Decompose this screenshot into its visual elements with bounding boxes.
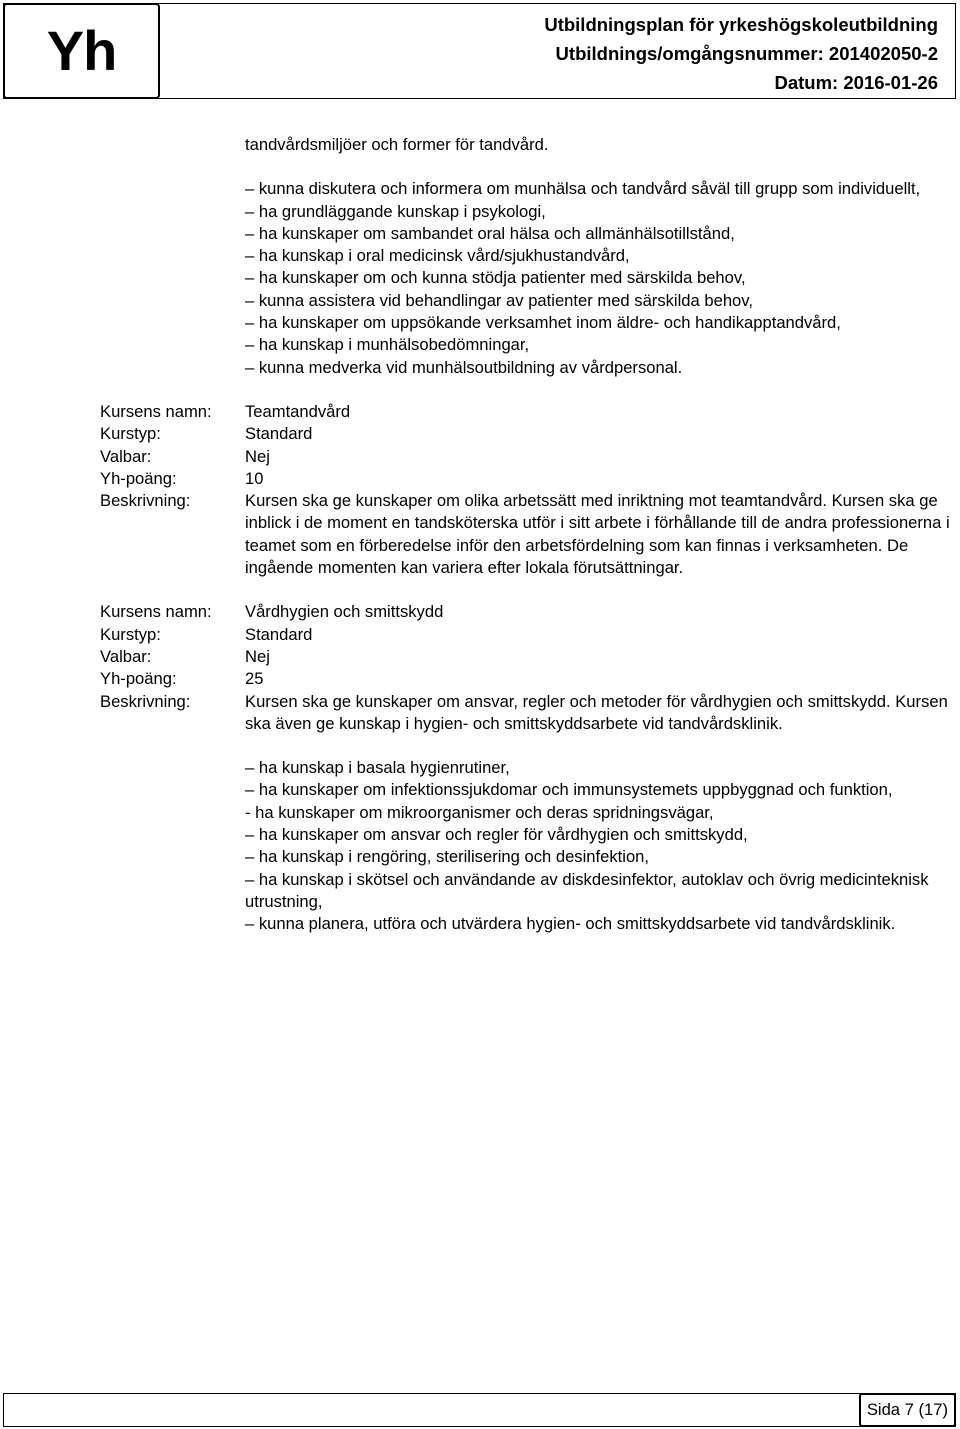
- course-type-row: [0, 423, 960, 445]
- course-description: Kursen ska ge kunskaper om ansvar, regler och metoder för vårdhygien och smittskydd. Kursen ska även ge kunskap i hygien- och smittskyddsarbete vid tandvårdsklinik.: [245, 691, 948, 733]
- list-item: – ha kunskaper om ansvar och regler för vårdhygien och smittskydd,: [245, 825, 748, 845]
- course-description: Kursen ska ge kunskaper om olika arbetssätt med inriktning mot teamtandvård. Kursen ska ge inblick i de moment en tandsköterska utför i sitt arbete i förhållande till de andra professionerna i teamet som en förberedelse inför den arbetsfördelning som kan finnas i verksamheten. De ingående momenten kan variera efter lokala förutsättningar.: [245, 491, 950, 578]
- course-type: Standard: [245, 424, 313, 444]
- document-date: Datum: 2016-01-26: [774, 72, 938, 93]
- course-name-label: Kursens namn:: [100, 602, 212, 622]
- list-item: - ha kunskaper om mikroorganismer och deras spridningsvägar,: [245, 802, 714, 822]
- course-type-label: Kurstyp:: [100, 424, 161, 444]
- course-points-label: Yh-poäng:: [100, 468, 177, 488]
- course-description-row: [0, 691, 960, 736]
- list-item: – kunna planera, utföra och utvärdera hygien- och smittskyddsarbete vid tandvårdsklinik.: [245, 914, 896, 934]
- course-points-label: Yh-poäng:: [100, 669, 177, 689]
- list-item: – ha kunskaper om sambandet oral hälsa och allmänhälsotillstånd,: [245, 223, 735, 243]
- list-item: – ha kunskap i munhälsobedömningar,: [245, 335, 530, 355]
- course-elective-label: Valbar:: [100, 646, 152, 666]
- course-teamtandvard: [0, 401, 960, 579]
- course-type-label: Kurstyp:: [100, 624, 161, 644]
- list-item: – ha kunskaper om infektionssjukdomar och immunsystemets uppbyggnad och funktion,: [245, 780, 893, 800]
- course-points-row: [0, 468, 960, 490]
- course-points: 10: [245, 468, 264, 488]
- list-item: – ha kunskap i basala hygienrutiner,: [245, 758, 510, 778]
- course-name: Teamtandvård: [245, 401, 351, 421]
- list-item: – ha grundläggande kunskap i psykologi,: [245, 201, 546, 221]
- page-content: [0, 134, 960, 936]
- course-description-row: [0, 490, 960, 579]
- list-item: – ha kunskap i oral medicinsk vård/sjukhustandvård,: [245, 246, 630, 266]
- program-number: Utbildnings/omgångsnummer: 201402050-2: [555, 43, 938, 64]
- document-title: Utbildningsplan för yrkeshögskoleutbildning: [544, 14, 938, 35]
- list-item: – kunna assistera vid behandlingar av patienter med särskilda behov,: [245, 290, 753, 310]
- course-description-label: Beskrivning:: [100, 491, 191, 511]
- course-elective-row: [0, 446, 960, 468]
- page-number: Sida 7 (17): [859, 1393, 956, 1427]
- intro-line: tandvårdsmiljöer och former för tandvård.: [245, 135, 549, 154]
- footer-frame: [3, 1393, 956, 1427]
- course-points-row: [0, 668, 960, 690]
- document-header: [544, 10, 938, 97]
- course-elective-row: [0, 646, 960, 668]
- course-description-label: Beskrivning:: [100, 691, 191, 711]
- course-name-row: [0, 401, 960, 423]
- list-item: – ha kunskap i skötsel och användande av diskdesinfektor, autoklav och övrig medicinteknisk utrustning,: [245, 869, 929, 911]
- course-name: Vårdhygien och smittskydd: [245, 602, 444, 622]
- list-item: – kunna medverka vid munhälsoutbildning av vårdpersonal.: [245, 357, 683, 377]
- course-elective: Nej: [245, 446, 270, 466]
- list-item: – ha kunskaper om och kunna stödja patienter med särskilda behov,: [245, 268, 746, 288]
- course-type-row: [0, 624, 960, 646]
- course-name-row: [0, 601, 960, 623]
- list-item: – ha kunskaper om uppsökande verksamhet inom äldre- och handikapptandvård,: [245, 313, 841, 333]
- course-elective-label: Valbar:: [100, 446, 152, 466]
- yh-logo: Yh: [3, 3, 160, 99]
- course-name-label: Kursens namn:: [100, 401, 212, 421]
- course-elective: Nej: [245, 646, 270, 666]
- list-item: – kunna diskutera och informera om munhälsa och tandvård såväl till grupp som individuellt,: [245, 179, 921, 199]
- course-vardhygien: [0, 601, 960, 735]
- course-points: 25: [245, 669, 264, 689]
- list-item: – ha kunskap i rengöring, sterilisering och desinfektion,: [245, 847, 650, 867]
- outcome-list-1: [245, 178, 954, 379]
- course-type: Standard: [245, 624, 313, 644]
- outcome-list-2: [245, 757, 954, 935]
